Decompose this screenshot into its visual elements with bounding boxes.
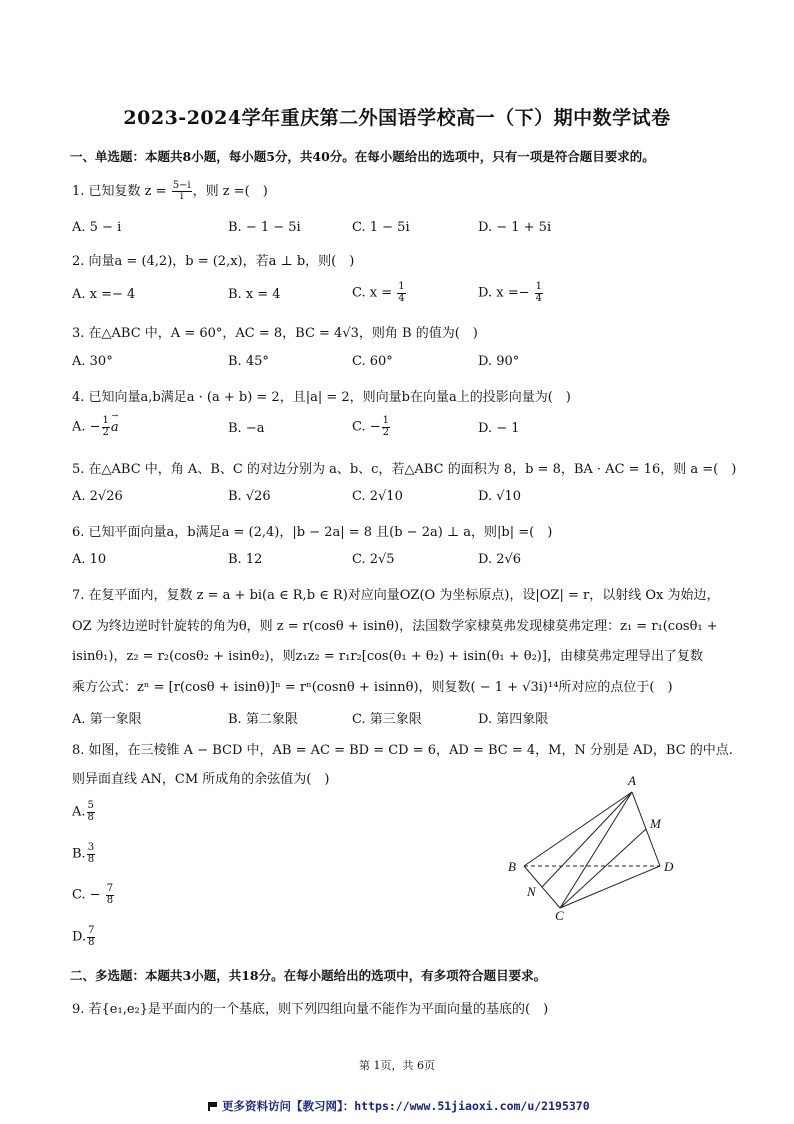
pyramid-diagram (500, 770, 690, 920)
section-multiple-choice: 二、多选题：本题共3小题，共18分。在每小题给出的选项中，有多项符合题目要求。 (70, 968, 547, 983)
q3-option-a[interactable]: A. 30° (72, 354, 113, 369)
q8-option-d[interactable]: D. $\frac{7}{8}$ (72, 925, 95, 948)
edge-ab (524, 792, 632, 866)
question-5: 5. 在△ABC 中，角 A、B、C 的对边分别为 a、b、c，若△ABC 的面积为 8，b = 8，BA · AC = 16，则 a =( ) (72, 462, 737, 477)
q4-option-a[interactable]: A. − $\frac{1}{2}$ → a (72, 416, 119, 438)
segment-an (542, 792, 632, 887)
label-n: N (527, 884, 536, 899)
label-m: M (650, 816, 661, 831)
question-7-line-1: 7. 在复平面内，复数 z = a + bi(a ∈ R,b ∈ R)对应向量OZ(O 为坐标原点)，设|OZ| = r，以射线 Ox 为始边， (72, 588, 720, 603)
q6-option-b[interactable]: B. 12 (228, 552, 263, 567)
question-4: 4. 已知向量a,b满足a · (a + b) = 2，且|a| = 2，则向量b在向量a上的投影向量为( ) (72, 390, 571, 405)
q1-option-b[interactable]: B. − 1 − 5i (228, 220, 301, 235)
q7-option-b[interactable]: B. 第二象限 (228, 712, 298, 727)
fraction: $\frac{5-i}{i}$ (172, 179, 191, 202)
label-d: D (664, 859, 674, 874)
promo-banner[interactable]: 更多资料访问【教习网】：https://www.51jiaoxi.com/u/2195370 (208, 1098, 590, 1114)
label-c: C (555, 908, 564, 920)
q1-option-d[interactable]: D. − 1 + 5i (478, 220, 552, 235)
q5-option-a[interactable]: A. 2√26 (72, 489, 123, 504)
question-9: 9. 若{e₁,e₂}是平面内的一个基底，则下列四组向量不能作为平面向量的基底的( ) (72, 1002, 549, 1017)
label-b: B (508, 859, 516, 874)
question-7-line-3: isinθ₁)，z₂ = r₂(cosθ₂ + isinθ₂)，则z₁z₂ = r₁r₂[cos(θ₁ + θ₂) + isin(θ₁ + θ₂)]，由棣莫弗定理导出了复数 (72, 649, 703, 664)
question-3: 3. 在△ABC 中，A = 60°，AC = 8，BC = 4√3，则角 B 的值为( ) (72, 326, 478, 341)
q5-option-d[interactable]: D. √10 (478, 489, 522, 504)
question-2: 2. 向量a = (4,2)，b = (2,x)，若a ⊥ b，则( ) (72, 254, 355, 269)
q5-option-b[interactable]: B. √26 (228, 489, 271, 504)
q6-option-d[interactable]: D. 2√6 (478, 552, 522, 567)
q1-option-a[interactable]: A. 5 − i (72, 220, 122, 235)
q8-option-c[interactable]: C. − $\frac{7}{8}$ (72, 883, 114, 906)
q4-option-c[interactable]: C. − $\frac{1}{2}$ (352, 415, 390, 438)
q2-option-c[interactable]: C. x = $\frac{1}{4}$ (352, 281, 405, 304)
page-title: 2023-2024学年重庆第二外国语学校高一（下）期中数学试卷 (123, 107, 671, 129)
q6-option-c[interactable]: C. 2√5 (352, 552, 395, 567)
q7-option-d[interactable]: D. 第四象限 (478, 712, 549, 727)
q3-option-c[interactable]: C. 60° (352, 354, 393, 369)
question-1: 1. 已知复数 z = $\frac{5-i}{i}$ ，则 z =( ) (72, 179, 268, 202)
q3-option-d[interactable]: D. 90° (478, 354, 520, 369)
question-7-line-4: 乘方公式：zⁿ = [r(cosθ + isinθ)]ⁿ = rⁿ(cosnθ + isinnθ)，则复数( − 1 + √3i)¹⁴所对应的点位于( ) (72, 680, 673, 695)
q3-option-b[interactable]: B. 45° (228, 354, 269, 369)
q4-option-d[interactable]: D. − 1 (478, 421, 520, 436)
q1-option-c[interactable]: C. 1 − 5i (352, 220, 410, 235)
flag-icon (208, 1102, 218, 1111)
q2-option-a[interactable]: A. x =− 4 (72, 287, 136, 302)
q8-option-a[interactable]: A. $\frac{5}{8}$ (72, 800, 94, 823)
q4-option-b[interactable]: B. −a (228, 421, 265, 436)
edge-cd (560, 866, 660, 908)
q2-option-b[interactable]: B. x = 4 (228, 287, 281, 302)
q8-option-b[interactable]: B. $\frac{3}{8}$ (72, 842, 95, 865)
question-6: 6. 已知平面向量a，b满足a = (2,4)，|b − 2a| = 8 且(b − 2a) ⊥ a，则|b| =( ) (72, 525, 553, 540)
q5-option-c[interactable]: C. 2√10 (352, 489, 403, 504)
question-8-line-2: 则异面直线 AN，CM 所成角的余弦值为( ) (72, 772, 330, 787)
edge-ac (560, 792, 632, 908)
page-footer: 第 1页，共 6页 (359, 1059, 435, 1072)
segment-cm (560, 829, 646, 908)
section-single-choice: 一、单选题：本题共8小题，每小题5分，共40分。在每小题给出的选项中，只有一项是符合题目要求的。 (70, 149, 655, 164)
q7-option-a[interactable]: A. 第一象限 (72, 712, 142, 727)
question-8-line-1: 8. 如图，在三棱锥 A − BCD 中，AB = AC = BD = CD = 6，AD = BC = 4，M，N 分别是 AD，BC 的中点. (72, 743, 733, 758)
q2-option-d[interactable]: D. x =− $\frac{1}{4}$ (478, 281, 542, 304)
q6-option-a[interactable]: A. 10 (72, 552, 107, 567)
label-a: A (628, 773, 636, 788)
question-7-line-2: OZ 为终边逆时针旋转的角为θ，则 z = r(cosθ + isinθ)，法国数学家棣莫弗发现棣莫弗定理：z₁ = r₁(cosθ₁ + (72, 619, 718, 634)
q7-option-c[interactable]: C. 第三象限 (352, 712, 422, 727)
